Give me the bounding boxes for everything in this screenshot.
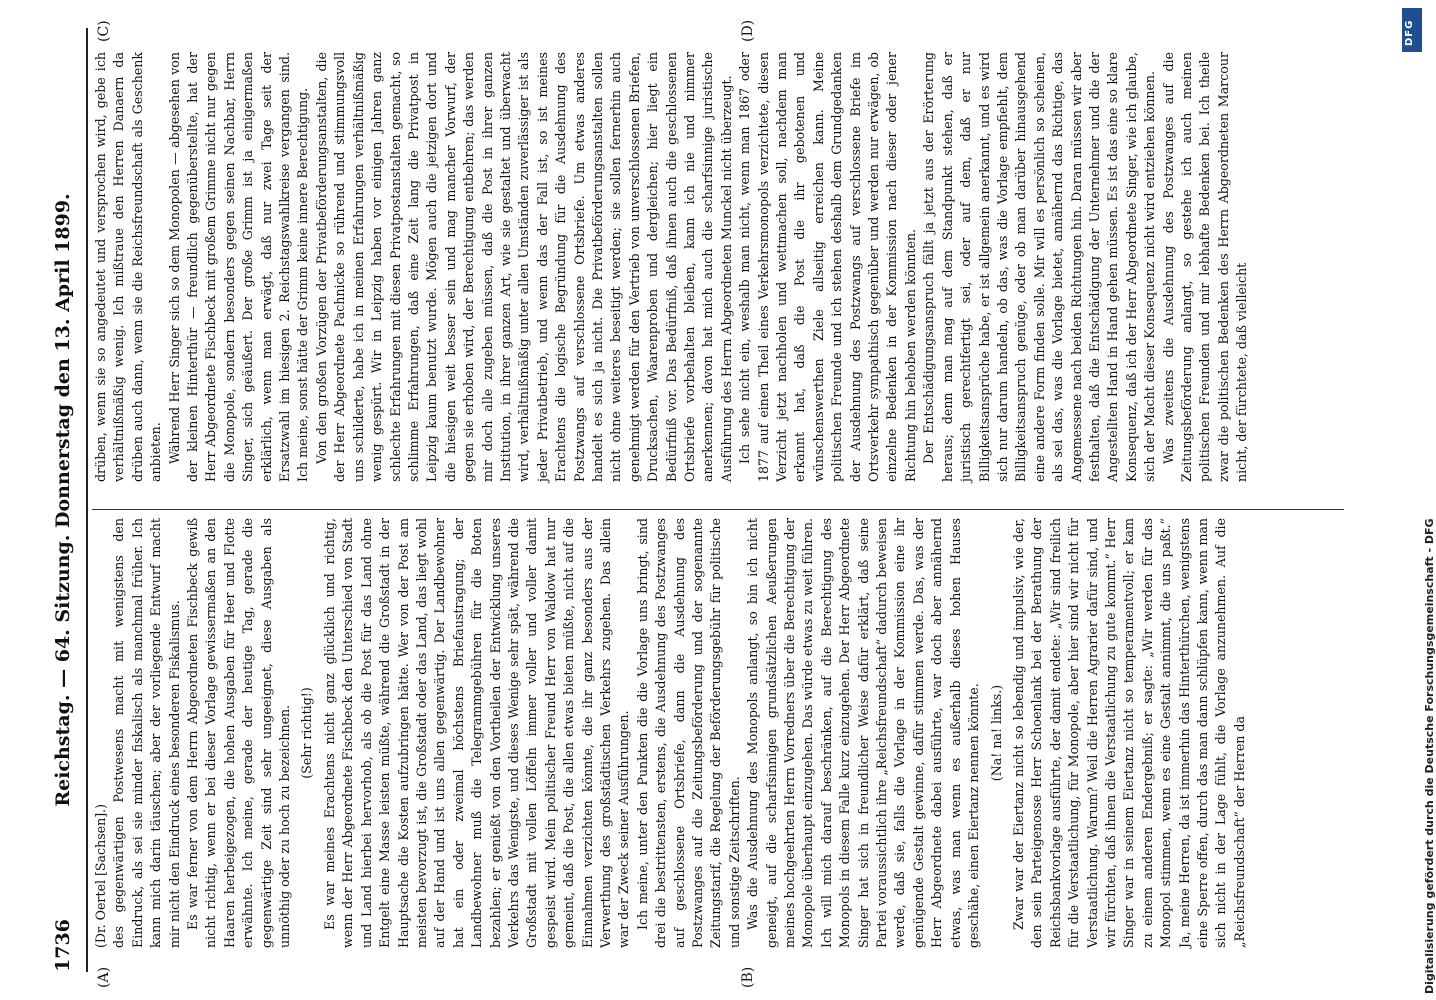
paragraph: Während Herr Singer sich so dem Monopolen — abgesehen von der kleinen Hinterthür — freundlich gegenüberstellte, hat der Herr Abgeordnete Fischbeck mit großem Grimme nicht nur gegen die Monopole, sondern besonders gegen seinen Nachbar, Herrn Singer, sich geäußert. Der große Grimm ist ja einigermaßen erklärlich, wenn man erwägt, daß nur zwei Tage seit der Ersatzwahl im hiesigen 2. Reichstagswahlkreise vergangen sind. Ich meine, sonst hätte der Grimm keine innere Berechtigung.: [166, 52, 311, 482]
margin-mark-d: (D): [740, 19, 756, 42]
margin-mark-b: (B): [740, 966, 756, 988]
margin-mark-c: (C): [96, 20, 112, 42]
page-number: 1736: [52, 919, 74, 972]
interjection: (Sehr richtig!): [299, 687, 315, 779]
interjection: (Na! na! links.): [988, 684, 1004, 782]
credit-text: Digitalisierung gefördert durch die Deutsche Forschungsgemeinschaft - DFG: [1423, 518, 1436, 994]
paragraph: des gegenwärtigen Postwesens macht mit wenigstens den Eindruck, als sei sie minder fiskalisch als manchmal früher. Ich kann mich darin täuschen; aber der vorliegende Entwurf macht mir nicht den Eindruck eines besonderen Fiskalismus.: [111, 518, 182, 948]
header-rule: [86, 28, 88, 972]
running-header: [52, 28, 86, 972]
margin-mark-a: (A): [96, 966, 112, 988]
left-text-column: [92, 518, 1344, 948]
dfg-logo: DFG: [1402, 8, 1422, 52]
header-title: Reichstag. — 64. Sitzung. Donnerstag den 13. April 1899.: [52, 193, 74, 807]
paragraph: Der Entschädigungsanspruch fällt ja jetzt aus der Erörterung heraus; denn man mag auf dem Standpunkt stehen, daß er juristisch gerechtfertigt sei, oder auf dem, daß er nur Billigkeitsansprüche habe, er ist allgemein anerkannt, und es wird sich nur darum handeln, ob das, was die Vorlage empfiehlt, dem Billigkeitsanspruch genüge, oder ob man darüber hinausgehend eine andere Form finden solle. Mir will es persönlich so scheinen, als sei das, was die Vorlage bietet, annähernd das Richtige, das Angemessene nach beiden Richtungen hin. Daran müssen wir aber festhalten, daß die Entschädigung der Unternehmer und die der Angestellten Hand in Hand gehen müssen. Es ist das eine so klare Konsequenz, daß ich der Herr Abgeordnete Singer, wie ich glaube, sich der Macht dieser Konsequenz nicht wird entziehen können.: [921, 52, 1158, 482]
digitization-credit: [1396, 0, 1434, 1000]
column-divider: [92, 509, 1344, 510]
paragraph: Es war ferner von dem Herrn Abgeordneten Fischbeck gewiß nicht richtig, wenn er bei dieser Vorlage gewissermaßen an den Haaren herbeigezogen, die hohen Ausgaben für Heer und Flotte erwähnte. Ich meine, gerade der heutige Tag, gerade die gegenwärtige Zeit sind sehr ungeeignet, diese Ausgaben als unnöthig oder zu hoch zu bezeichnen.: [185, 518, 293, 948]
paragraph: Ich meine, unter den Punkten die die Vorlage uns bringt, sind drei die bestrittensten, erstens, die Ausdehnung des Postzwanges auf geschlossene Ortsbriefe, dann die Ausdehnung des Postzwanges auf die Zeitungsbeförderung und der sogenannte Zeitungstarif, die Regelung der Beförderungsgebühr für politische und sonstige Zeitschriften.: [634, 518, 742, 948]
paragraph: Es war meines Erachtens nicht ganz glücklich und richtig, wenn der Herr Abgeordnete Fischbeck den Unterschied von Stadt und Land hierbei hervorhob, als ob die Post für das Land ohne Entgelt eine Masse leisten müßte, während die Großstadt in der Hauptsache die Kosten aufzubringen hätte. Wer von der Post am meisten bevorzugt ist, die Großstadt oder das Land, das liegt wohl auf der Hand und ist uns allen gegenwärtig. Der Landbewohner hat ein oder zweimal höchstens Briefaustragung; der Landbewohner muß die Telegrammgebühren für die Boten bezahlen; er genießt von den Vortheilen der Entwicklung unseres Verkehrs das Wenigste, und dieses Wenige sehr spät, während die Großstadt mit vollen Löffeln immer voller und voller damit gespeist wird. Mein politischer Freund Herr von Waldow hat nur gemeint, daß die Post, die allen etwas bieten müßte, nicht auf die Einnahmen verzichten könnte, die ihr ganz besonders aus der Verwerthung des großstädtischen Verkehrs zugehen. Das allein war der Zweck seiner Ausführungen.: [321, 518, 632, 948]
paragraph: Was die Ausdehnung des Monopols anlangt, so bin ich nicht geneigt, auf die scharfsinnigen grundsätzlichen Aeußerungen meines hochgeehrten Herrn Vorredners über die Berechtigung der Monopole überhaupt einzugehen. Das würde etwas zu weit führen. Ich will mich darauf beschränken, auf die Berechtigung des Monopols in diesem Falle kurz einzugehen. Der Herr Abgeordnete Singer hat sich in freundlicher Weise dafür erklärt, daß seine Partei voraussichtlich ihre „Reichsfreundschaft“ dadurch beweisen werde, daß sie, falls die Vorlage in der Kommission eine ihr genügende Gestalt gewinne, dafür stimmen werde. Das, was der Herr Abgeordnete dabei ausführte, war doch aber annähernd etwas, was man wenn es außerhalb dieses hohen Hauses geschähe, einen Eiertanz nennen könnte.: [745, 518, 982, 948]
paragraph: Zwar war der Eiertanz nicht so lebendig und impulsiv, wie der, den sein Parteigenosse Herr Schoenlank bei der Berathung der Reichsbankvorlage ausführte, der damit endete: „Wir sind freilich für die Verstaatlichung, für Monopole, aber hier sind wir nicht für Verstaatlichung. Warum? Weil die Herren Agrarier dafür sind, und wir fürchten, daß ihnen die Verstaatlichung zu gute kommt.“ Herr Singer war in seinem Eiertanz nicht so temperamentvoll; er kam zu einem anderen Endergebniß; er sagte: „Wir werden für das Monopol stimmen, wenn es eine Gestalt annimmt, die uns paßt.“ Ja, meine Herren, da ist immerhin das Hinterthürchen, wenigstens eine Sperre offen, durch das man dann schlüpfen kann, wenn man sich nicht in der Lage fühlt, die Vorlage anzunehmen. Auf die „Reichsfreundschaft“ der Herren da: [1010, 518, 1247, 948]
paragraph: Ich sehe nicht ein, weshalb man nicht, wenn man 1867 oder 1877 auf einen Theil eines Verkehrsmonopols verzichtete, diesen Verzicht jetzt nachholen und wettmachen soll, nachdem man erkannt hat, daß die Post die ihr gebotenen und wünschenswerthen Ziele allseitig erreichen kann. Meine politischen Freunde und ich stehen deshalb dem Grundgedanken der Ausdehnung des Postzwangs auf verschlossene Briefe im Ortsverkehr sympathisch gegenüber und werden nur erwägen, ob einzelne Bedenken in der Kommission nach dieser oder jener Richtung hin behoben werden könnten.: [737, 52, 918, 482]
paragraph: drüben, wenn sie so angedeutet und versprochen wird, gebe ich verhältnißmäßig wenig. Ich mißtraue den Herren Danaern da drüben auch dann, wenn sie die Reichsfreundschaft als Geschenk anbieten.: [93, 52, 164, 482]
speaker-line: (Dr. Oertel [Sachsen].): [93, 803, 108, 948]
right-text-column: [92, 52, 1344, 482]
paragraph: Was zweitens die Ausdehnung des Postzwanges auf die Zeitungsbeförderung anlangt, so gestehe ich auch meinen politischen Freunden und mir lebhafte Bedenken bei. Ich theile zwar die politischen Bedenken des Herrn Abgeordneten Marcour nicht, der fürchtete, daß vielleicht: [1160, 52, 1250, 482]
paragraph: Von den großen Vorzügen der Privatbeförderungsanstalten, die der Herr Abgeordnete Pachnicke so rührend und stimmungsvoll uns schilderte, habe ich in meinen Erfahrungen verhältnißmäßig wenig gespürt. Wir in Leipzig haben vor einigen Jahren ganz schlechte Erfahrungen mit diesen Privatpostanstalten gemacht, so schlimme Erfahrungen, daß eine Zeit lang die Privatpost in Leipzig kaum benutzt wurde. Mögen auch die jetzigen dort und die hiesigen weit besser sein und mag mancher Vorwurf, der gegen sie erhoben wird, der Berechtigung entbehren; das werden mir doch alle zugeben müssen, daß die Post in ihrer ganzen Institution, in ihrer ganzen Art, wie sie gestaltet und überwacht wird, verhältnißmäßig unter allen Umständen zuverlässiger ist als jeder Privatbetrieb, und wenn das der Fall ist, so ist meines Erachtens die logische Begründung für die Ausdehnung des Postzwangs auf verschlossene Ortsbriefe. Um etwas anderes handelt es sich ja nicht. Die Privatbeförderungsanstalten sollen nicht ohne weiteres beseitigt werden; sie sollen fernerhin auch genehmigt werden für den Vertrieb von unverschlossenen Briefen, Drucksachen, Waarenproben und dergleichen; hier liegt ein Bedürfniß vor. Das Bedürfniß, daß ihnen auch die geschlossenen Ortsbriefe vorbehalten bleiben, kann ich nie und nimmer anerkennen; davon hat mich auch die scharfsinnige juristische Ausführung des Herrn Abgeordneten Munckel nicht überzeugt.: [313, 52, 734, 482]
